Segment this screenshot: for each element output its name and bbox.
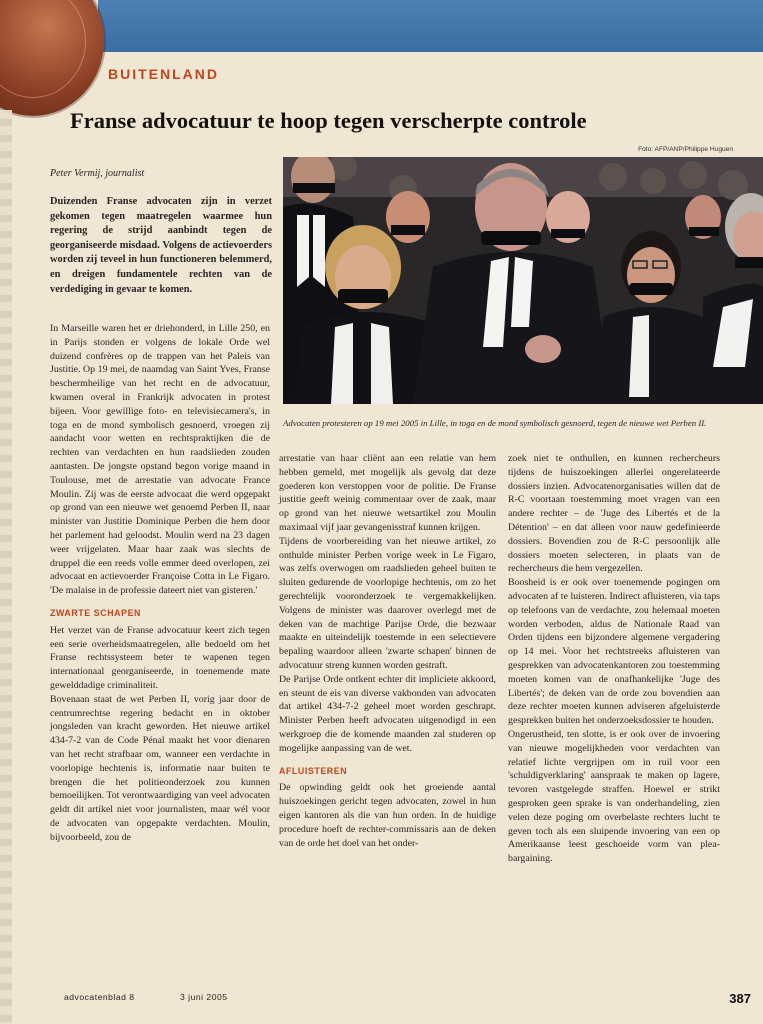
publication-name: advocatenblad 8 — [64, 992, 135, 1002]
section-label: BUITENLAND — [108, 66, 219, 82]
page-number: 387 — [729, 991, 751, 1006]
paragraph: De opwinding geldt ook het groeiende aantal huiszoekingen gericht tegen advocaten, zowel in hun eigen kantoren als die van hun orden. In de huidige procedure hoeft de rechter-commissaris aan de deken van de orde het doel van het onder- — [279, 782, 496, 849]
article-title: Franse advocatuur te hoop tegen verscherpte controle — [70, 108, 587, 133]
globe-logo-icon — [0, 0, 104, 116]
paragraph: In Marseille waren het er driehonderd, in Lille 250, en in Parijs stonden er volgens de lokale Orde wel duizend confrères op de trappen van het Paleis van Justitie. Op 19 mei, de naamdag van Saint Yves, Franse beschermheilige van het recht en de advocatuur, kwamen overal in Frankrijk advocaten in protest bijeen. Voor gewillige foto- en televisiecamera's, in toga en de mond symbolisch gesnoerd, vroegen zij aandacht voor wetten en rechtspraktijken die de rechten van verdachten en hun raadslieden zouden aantasten. De jongste opstand begon vorige maand in Toulouse, met de arrestatie van advocate France Moulin. Zij was de eerste advocaat die werd opgepakt op grond van een nieuwe wet genoemd Perben II, naar minister van Justitie Dominique Perben die hem door het parlement had geloodst. Moulin werd na 23 dagen weer vrijgelaten. Maar haar zaak was slechts de druppel die een reeds volle emmer deed overlopen, zei advocaat en actievoerder Françoise Cotta in Le Figaro. 'De malaise in de professie dateert niet van gisteren.' — [50, 323, 270, 597]
byline: Peter Vermij, journalist — [50, 168, 145, 179]
photo-credit: Foto: AFP/ANP/Philippe Huguen — [638, 146, 733, 153]
paragraph: Het verzet van de Franse advocatuur keert zich tegen een serie overheidsmaatregelen, alle bedoeld om het Franse rechtssysteem beter te wapenen tegen internationaal georganiseerde, in toenemende mate gewelddadige criminaliteit. — [50, 624, 270, 691]
paragraph: arrestatie van haar cliënt aan een relatie van hem hebben gemeld, met mogelijk als gevolg dat deze goederen kon verstoppen voor de politie. De Franse justitie geeft weinig commentaar over de zaak, maar op grond van het nieuwe wetsartikel zou Moulin maximaal vijf jaar gevangenisstraf kunnen krijgen. — [279, 453, 496, 533]
photo-caption: Advocaten protesteren op 19 mei 2005 in Lille, in toga en de mond symbolisch gesnoerd, tegen de nieuwe wet Perben II. — [283, 418, 707, 428]
paragraph: Ongerustheid, ten slotte, is er ook over de invoering van nieuwe mogelijkheden voor verdachten van relatief lichte vergrijpen om in ruil voor een 'schuldigverklaring' aanspraak te maken op lagere, tevoren vastgelegde straffen. Hoewel er strikt gesproken geen sprake is van onderhandeling, zien velen deze poging om overbelaste rechters lucht te geven toch als een sluipende invoering van een op Amerikaanse leest geschoeide vorm van plea-bargaining. — [508, 728, 720, 865]
column-1 — [50, 322, 270, 844]
subhead-zwarte-schapen: ZWARTE SCHAPEN — [50, 607, 141, 618]
paragraph: Tijdens de voorbereiding van het nieuwe artikel, zo onthulde minister Perben vorige week in Le Figaro, was zelfs overwogen om raadslieden geheel buiten te sluiten gedurende de voorlopige hechtenis, om zo het gerechtelijk vooronderzoek te vergemakkelijken. Volgens de minister was daarover overlegd met de deken van de machtige Parijse Orde, die bezwaar maakte en uiteindelijk toestemde in een selectievere bepaling waardoor alleen 'zwarte schapen' binnen de advocatuur streng kunnen worden gestraft. — [279, 535, 496, 671]
subhead-afluisteren: AFLUISTEREN — [279, 765, 348, 776]
column-3 — [508, 452, 720, 866]
header-color-band — [98, 0, 763, 52]
issue-date: 3 juni 2005 — [180, 992, 228, 1002]
column-2 — [279, 452, 496, 850]
torn-edge — [0, 110, 12, 1024]
protest-photo-illustration — [283, 157, 763, 404]
paragraph: Boosheid is er ook over toenemende pogingen om advocaten af te luisteren. Indirect afluisteren, via taps op telefoons van de verdachte, zou helemaal moeten worden verboden, aldus de Nationale Raad van Orden tijdens een bijzondere algemene vergadering op 14 mei. Voor het rechtstreeks afluisteren van gesprekken van advocatenkantoren zou toestemming moeten komen van de onafhankelijke 'Juge des Libertés'; de deken van de orde zou bovendien aan deze rechter moeten kunnen adviseren afgeluisterde gesprekken buiten het onderzoeksdossier te houden. — [508, 577, 720, 727]
protest-photo — [283, 157, 763, 404]
paragraph: zoek niet te onthullen, en kunnen rechercheurs tijdens de huiszoekingen allerlei ongerelateerde dossiers inzien. Advocatenorganisaties willen dat de R-C voortaan toestemming moet vragen van een andere rechter – de 'Juge des Libertés et de la Détention' – en dat alleen voor nauw gedefinieerde dossiers. Bovendien zou de R-C persoonlijk alle dossiers moeten selecteren, in plaats van de rechercheurs die hem vergezellen. — [508, 453, 720, 575]
paragraph: Bovenaan staat de wet Perben II, vorig jaar door de centrumrechtse regering bedacht en in oktober jongsleden van kracht geworden. Het nieuwe artikel 434-7-2 van de Code Pénal maakt het voor dienaren van het recht strafbaar om, wanneer een verdachte in voorlopige hechtenis is, informatie naar buiten te brengen die het politieonderzoek zou kunnen bemoeilijken. Tot verontwaardiging van veel advocaten geldt dit artikel niet voor journalisten, maar wél voor de advocaten van opgepakte verdachten. Moulin, bijvoorbeeld, zou de — [50, 693, 270, 843]
lead-paragraph: Duizenden Franse advocaten zijn in verzet gekomen tegen maatregelen waarmee hun regering de strijd aanbindt tegen de georganiseerde misdaad. Volgens de actievoerders worden zij teveel in hun functioneren belemmerd, en dreigen fundamentele rechten van de verdediging in gevaar te komen. — [50, 196, 272, 295]
paragraph: De Parijse Orde ontkent echter dit impliciete akkoord, en steunt de eis van diverse vakbonden van advocaten dat artikel 434-7-2 geheel moet worden geschrapt. Minister Perben heeft advocaten uitgenodigd in een werkgroep die de komende maanden zal studeren op mogelijke aanpassing van de wet. — [279, 673, 496, 754]
